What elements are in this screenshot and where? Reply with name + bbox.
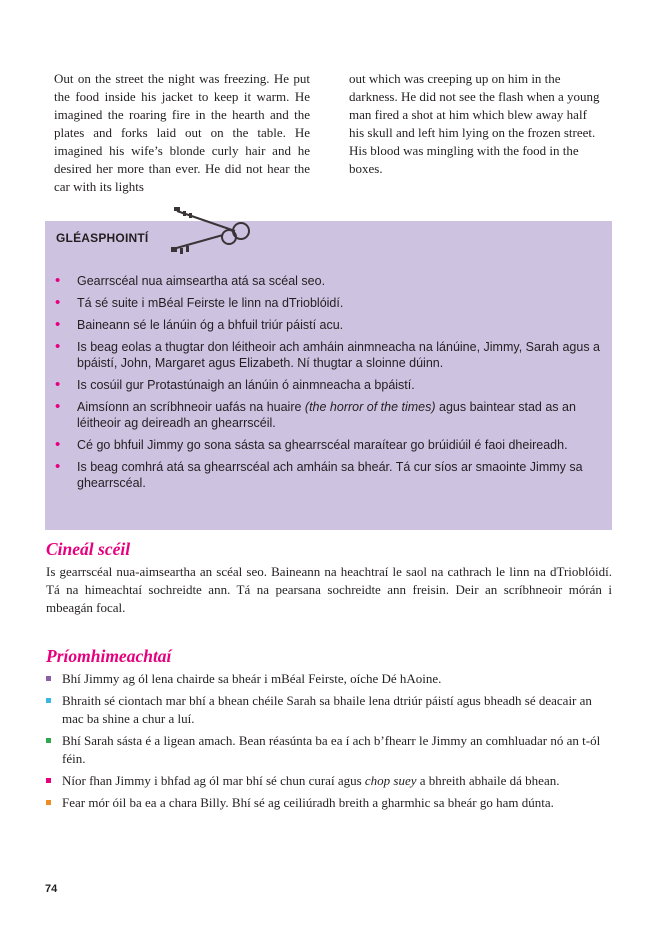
list-item: Bhí Jimmy ag ól lena chairde sa bheár i mBéal Feirste, oíche Dé hAoine. (46, 670, 612, 688)
list-item: • Tá sé suite i mBéal Feirste le linn na dTrioblóidí. (55, 294, 344, 311)
story-column-right: out which was creeping up on him in the darkness. He did not see the flash when a young man fired a shot at him which blew away half his skull and left him lying on the frozen street. His blood was mingling with the food in the boxes. (349, 71, 600, 176)
list-item: Bhí Sarah sásta é a ligean amach. Bean réasúnta ba ea í ach b’fhearr le Jimmy an comhluadar nó an t-ól féin. (46, 732, 612, 768)
bullet-icon: • (55, 272, 61, 289)
section-heading-story-type: Cineál scéil (46, 539, 131, 559)
key-points-box (45, 221, 612, 530)
list-item: • Is beag comhrá atá sa ghearrscéal ach amháin sa bheár. Tá cur síos ar smaointe Jimmy sa ghearrscéal. (55, 458, 583, 490)
bullet-icon: • (55, 338, 61, 355)
key-points-title: GLÉASPHOINTÍ (56, 231, 149, 245)
square-bullet-icon (46, 738, 51, 743)
main-events-list (46, 670, 612, 816)
bullet-icon: • (55, 376, 61, 393)
bullet-icon: • (55, 458, 61, 475)
list-item: • Baineann sé le lánúin óg a bhfuil triúr páistí acu. (55, 316, 344, 333)
square-bullet-icon (46, 778, 51, 783)
list-item: • Cé go bhfuil Jimmy go sona sásta sa ghearrscéal maraítear go brúidiúil é faoi dheireadh. (55, 436, 568, 453)
square-bullet-icon (46, 676, 51, 681)
bullet-icon: • (55, 436, 61, 453)
bullet-icon: • (55, 316, 61, 333)
square-bullet-icon (46, 800, 51, 805)
list-item: Fear mór óil ba ea a chara Billy. Bhí sé ag ceiliúradh breith a gharmhic sa bheár go ham dúnta. (46, 794, 612, 812)
keys-icon (171, 205, 251, 267)
list-item: • Gearrscéal nua aimseartha atá sa scéal seo. (55, 272, 326, 289)
list-item: Níor fhan Jimmy i bhfad ag ól mar bhí sé chun curaí agus chop suey a bhreith abhaile dá bhean. (46, 772, 612, 790)
translation-note: (the horror of the times) (304, 400, 436, 414)
list-item: • Aimsíonn an scríbhneoir uafás na huaire (the horror of the times) agus baintear stad as an léitheoir ag deireadh an ghearrscéil. (55, 398, 576, 430)
page-number: 74 (45, 883, 58, 895)
dish-name: chop suey (364, 773, 417, 788)
list-item: Bhraith sé ciontach mar bhí a bhean chéile Sarah sa bhaile lena dtriúr páistí agus bheadh sé deacair an mac ba shine a chur a luí. (46, 692, 612, 728)
key-points-list (53, 273, 605, 497)
section-heading-main-events: Príomhimeachtaí (46, 646, 172, 666)
story-column-left: Out on the street the night was freezing. He put the food inside his jacket to keep it warm. He imagined the roaring fire in the hearth and the plates and forks laid out on the table. He imagined his wife’s blonde curly hair and he desired her more than ever. He did not hear the car with its lights (54, 71, 310, 194)
list-item: • Is cosúil gur Protastúnaigh an lánúin ó ainmneacha a bpáistí. (55, 376, 415, 393)
bullet-icon: • (55, 398, 61, 415)
bullet-icon: • (55, 294, 61, 311)
story-type-paragraph: Is gearrscéal nua-aimseartha an scéal seo. Baineann na heachtraí le saol na cathrach le linn na dTrioblóidí. Tá na himeachtaí sochreidte ann. Tá na pearsana sochreidte ann freisin. Deir an scríbhneoir mórán i mbeagán focal. (46, 564, 612, 615)
list-item: • Is beag eolas a thugtar don léitheoir ach amháin ainmneacha na lánúine, Jimmy, Sarah agus a bpáistí, John, Margaret agus Elizabeth. Ní thugtar a sloinne dúinn. (55, 338, 601, 370)
square-bullet-icon (46, 698, 51, 703)
